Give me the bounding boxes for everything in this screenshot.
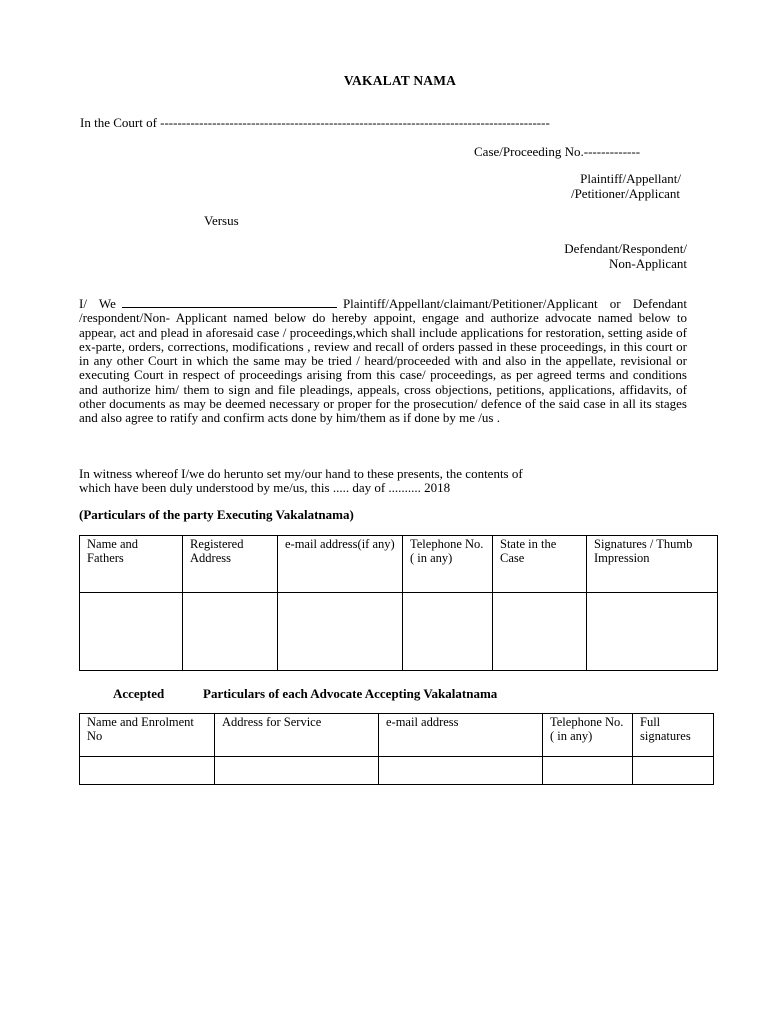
column-header: Signatures / Thumb Impression (587, 536, 718, 593)
table-cell[interactable] (403, 593, 493, 671)
plaintiff-label-line1: Plaintiff/Appellant/ (580, 171, 681, 186)
defendant-label-line2: Non-Applicant (609, 256, 687, 271)
table-cell[interactable] (587, 593, 718, 671)
court-line: In the Court of ------------------------------------------------------------------------------------------ (80, 115, 550, 130)
table-cell[interactable] (183, 593, 278, 671)
column-header: Full signatures (633, 714, 714, 757)
plaintiff-label-line2: /Petitioner/Applicant (570, 186, 680, 201)
advocate-section-heading: Particulars of each Advocate Accepting Vakalatnama (203, 686, 498, 701)
paragraph-body: Plaintiff/Appellant/claimant/Petitioner/Applicant or Defendant /respondent/Non- Applicant named below do hereby appoint, engage and authorize advocate named below to appear, act and plead in aforesaid case / proceedings,which shall include applications for restoration, setting aside of ex-parte, orders, corrections, modifications , review and recall of orders passed in these proceedings, in this court or in any other Court in which the same may be tried / heard/proceeded with and also in the appellate, revisional or executing Court in respect of proceedings arising from this case/ proceedings, as per agreed terms and conditions and authorize him/ them to sign and file pleadings, appeals, cross objections, petitions, applications, affidavits, of other documents as may be deemed necessary or proper for the prosecution/ defence of the said case in all its stages and also agree to ratify and confirm acts done by him/them as if done by me /us . (79, 296, 687, 426)
column-header: State in the Case (493, 536, 587, 593)
table-header-row (80, 714, 714, 757)
table-cell[interactable] (80, 757, 215, 785)
column-header: Name and Fathers (80, 536, 183, 593)
table-row (80, 593, 718, 671)
column-header: Address for Service (215, 714, 379, 757)
paragraph-lead: I/ We (79, 296, 116, 311)
party-particulars-table (79, 535, 718, 671)
defendant-label-line1: Defendant/Respondent/ (564, 241, 687, 256)
versus-label: Versus (204, 213, 239, 228)
table-cell[interactable] (633, 757, 714, 785)
name-blank-line (122, 297, 337, 308)
table-header-row (80, 536, 718, 593)
party-section-heading: (Particulars of the party Executing Vakalatnama) (79, 507, 354, 522)
authorization-paragraph (79, 297, 687, 426)
table-cell[interactable] (379, 757, 543, 785)
advocate-particulars-table (79, 713, 714, 785)
column-header: Telephone No. ( in any) (543, 714, 633, 757)
column-header: Registered Address (183, 536, 278, 593)
accepted-label: Accepted (113, 686, 165, 701)
table-cell[interactable] (215, 757, 379, 785)
column-header: e-mail address (379, 714, 543, 757)
case-number-line: Case/Proceeding No.------------- (474, 144, 641, 159)
column-header: Name and Enrolment No (80, 714, 215, 757)
table-cell[interactable] (493, 593, 587, 671)
column-header: Telephone No. ( in any) (403, 536, 493, 593)
table-cell[interactable] (80, 593, 183, 671)
table-cell[interactable] (543, 757, 633, 785)
witness-line-2: which have been duly understood by me/us, this ..... day of .......... 2018 (79, 480, 451, 495)
witness-line-1: In witness whereof I/we do herunto set my/our hand to these presents, the contents of (79, 466, 523, 481)
table-cell[interactable] (278, 593, 403, 671)
column-header: e-mail address(if any) (278, 536, 403, 593)
table-row (80, 757, 714, 785)
document-title: VAKALAT NAMA (343, 73, 457, 88)
